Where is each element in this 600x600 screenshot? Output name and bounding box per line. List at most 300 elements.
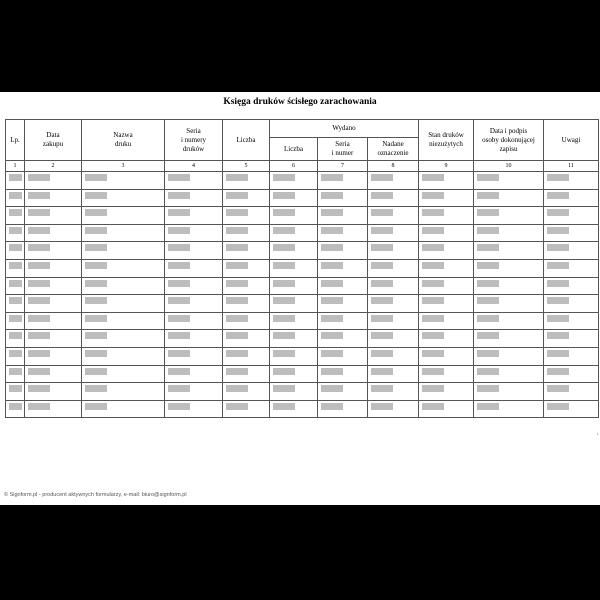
form-field[interactable] [28,315,50,322]
table-cell [474,400,544,418]
table-cell [165,224,223,242]
table-cell [165,277,223,295]
form-field[interactable] [168,192,190,199]
table-cell [165,347,223,365]
table-cell [544,347,599,365]
form-field[interactable] [9,209,22,216]
table-cell [419,277,474,295]
table-cell [419,383,474,401]
table-cell [270,189,318,207]
form-field[interactable] [321,350,343,357]
form-field[interactable] [321,192,343,199]
form-field[interactable] [9,280,22,287]
table-cell [223,312,270,330]
form-field[interactable] [477,332,499,339]
form-field[interactable] [168,385,190,392]
form-field[interactable] [477,297,499,304]
form-field[interactable] [168,244,190,251]
form-field[interactable] [273,280,295,287]
form-field[interactable] [168,368,190,375]
form-field[interactable] [477,174,499,181]
form-field[interactable] [85,297,107,304]
table-cell [544,295,599,313]
form-field[interactable] [547,227,569,234]
table-cell [318,207,368,225]
column-number: 4 [165,161,223,172]
form-field[interactable] [547,297,569,304]
form-field[interactable] [422,244,444,251]
table-cell [270,312,318,330]
form-field[interactable] [547,280,569,287]
column-number: 2 [25,161,82,172]
form-field[interactable] [422,227,444,234]
form-field[interactable] [422,174,444,181]
form-field[interactable] [273,350,295,357]
form-field[interactable] [477,385,499,392]
form-field[interactable] [226,315,248,322]
form-field[interactable] [477,315,499,322]
form-field[interactable] [9,350,22,357]
table-cell [318,277,368,295]
form-field[interactable] [547,262,569,269]
form-field[interactable] [547,209,569,216]
table-cell [270,383,318,401]
form-field[interactable] [28,227,50,234]
table-cell [544,224,599,242]
form-field[interactable] [168,209,190,216]
form-field[interactable] [273,192,295,199]
form-field[interactable] [422,350,444,357]
table-cell [223,259,270,277]
form-field[interactable] [9,192,22,199]
table-cell [82,224,165,242]
table-cell [368,277,419,295]
form-field[interactable] [168,315,190,322]
form-field[interactable] [168,227,190,234]
table-cell [25,383,82,401]
table-row [6,383,599,401]
table-cell [223,347,270,365]
table-cell [82,365,165,383]
form-field[interactable] [226,174,248,181]
form-field[interactable] [422,192,444,199]
table-cell [270,347,318,365]
form-field[interactable] [321,315,343,322]
form-field[interactable] [85,315,107,322]
table-cell [6,242,25,260]
table-row [6,172,599,190]
table-cell [318,312,368,330]
table-cell [419,224,474,242]
table-cell [270,295,318,313]
table-row [6,242,599,260]
header-nazwa-druku: Nazwa druku [82,120,165,161]
column-number: 6 [270,161,318,172]
table-cell [6,383,25,401]
form-field[interactable] [477,280,499,287]
form-field[interactable] [321,332,343,339]
form-field[interactable] [547,174,569,181]
form-field[interactable] [477,227,499,234]
form-field[interactable] [28,262,50,269]
header-wydano-nadane: Nadane oznaczenie [368,138,419,161]
table-cell [165,259,223,277]
table-cell [82,242,165,260]
form-field[interactable] [273,368,295,375]
table-cell [270,330,318,348]
header-wydano-liczba: Liczba [270,138,318,161]
table-cell [82,400,165,418]
table-cell [474,330,544,348]
form-field[interactable] [226,209,248,216]
table-cell [368,312,419,330]
table-cell [474,347,544,365]
form-field[interactable] [371,385,393,392]
header-wydano-seria: Seria i numer [318,138,368,161]
form-field[interactable] [85,244,107,251]
table-cell [6,189,25,207]
table-cell [165,383,223,401]
form-field[interactable] [422,403,444,410]
form-field[interactable] [85,262,107,269]
table-cell [419,312,474,330]
table-cell [270,224,318,242]
form-field[interactable] [28,385,50,392]
table-cell [419,172,474,190]
table-cell [368,330,419,348]
form-field[interactable] [371,297,393,304]
form-field[interactable] [226,332,248,339]
table-cell [544,277,599,295]
form-field[interactable] [321,174,343,181]
table-cell [368,383,419,401]
table-cell [544,330,599,348]
form-field[interactable] [321,403,343,410]
form-field[interactable] [85,174,107,181]
table-cell [223,207,270,225]
form-field[interactable] [168,350,190,357]
table-cell [82,295,165,313]
form-field[interactable] [168,262,190,269]
form-field[interactable] [477,368,499,375]
form-field[interactable] [273,227,295,234]
table-row [6,277,599,295]
form-field[interactable] [273,315,295,322]
register-table [5,119,599,418]
table-cell [82,259,165,277]
form-field[interactable] [9,368,22,375]
table-cell [6,172,25,190]
form-field[interactable] [371,174,393,181]
form-field[interactable] [28,174,50,181]
header-uwagi: Uwagi [544,120,599,161]
table-cell [474,259,544,277]
table-cell [318,259,368,277]
table-cell [368,207,419,225]
form-field[interactable] [85,368,107,375]
table-cell [270,259,318,277]
form-field[interactable] [273,403,295,410]
table-cell [368,172,419,190]
table-cell [544,365,599,383]
form-field[interactable] [477,244,499,251]
column-number: 10 [474,161,544,172]
form-field[interactable] [422,262,444,269]
header-data-podpis: Data i podpis osoby dokonującej zapisu [474,120,544,161]
form-field[interactable] [28,280,50,287]
table-cell [6,295,25,313]
form-field[interactable] [547,315,569,322]
form-field[interactable] [9,385,22,392]
form-field[interactable] [477,403,499,410]
form-field[interactable] [85,403,107,410]
table-cell [223,277,270,295]
form-field[interactable] [9,297,22,304]
header-liczba: Liczba [223,120,270,161]
header-seria-numery: Seria i numery druków [165,120,223,161]
form-field[interactable] [371,244,393,251]
form-field[interactable] [422,315,444,322]
form-field[interactable] [371,192,393,199]
table-cell [318,383,368,401]
form-field[interactable] [226,192,248,199]
form-field[interactable] [168,174,190,181]
table-cell [6,400,25,418]
form-field[interactable] [85,209,107,216]
form-field[interactable] [85,385,107,392]
table-cell [25,259,82,277]
table-cell [419,259,474,277]
form-field[interactable] [477,209,499,216]
column-number: 8 [368,161,419,172]
form-field[interactable] [371,368,393,375]
form-field[interactable] [9,332,22,339]
table-cell [165,330,223,348]
form-field[interactable] [547,403,569,410]
form-field[interactable] [321,209,343,216]
form-field[interactable] [371,227,393,234]
table-cell [165,295,223,313]
form-field[interactable] [477,350,499,357]
table-row [6,312,599,330]
table-row [6,365,599,383]
table-cell [419,189,474,207]
form-field[interactable] [9,227,22,234]
form-field[interactable] [85,350,107,357]
table-cell [82,330,165,348]
form-field[interactable] [547,244,569,251]
form-field[interactable] [226,368,248,375]
table-cell [368,400,419,418]
form-field[interactable] [371,280,393,287]
form-field[interactable] [168,403,190,410]
form-field[interactable] [226,280,248,287]
table-cell [368,347,419,365]
form-field[interactable] [226,350,248,357]
form-field[interactable] [226,385,248,392]
table-row [6,189,599,207]
form-field[interactable] [547,332,569,339]
form-field[interactable] [28,192,50,199]
table-cell [25,295,82,313]
form-field[interactable] [85,227,107,234]
table-cell [82,172,165,190]
table-row [6,224,599,242]
form-field[interactable] [273,174,295,181]
table-cell [368,259,419,277]
table-cell [419,347,474,365]
form-field[interactable] [226,403,248,410]
table-cell [165,365,223,383]
form-field[interactable] [547,192,569,199]
form-field[interactable] [226,227,248,234]
column-number: 5 [223,161,270,172]
form-field[interactable] [547,385,569,392]
table-cell [474,277,544,295]
table-cell [82,277,165,295]
table-cell [25,330,82,348]
form-field[interactable] [321,227,343,234]
form-field[interactable] [28,209,50,216]
document-page [0,92,600,505]
form-field[interactable] [422,368,444,375]
column-number-row [6,161,599,172]
footer-credit: © Signform.pl - producent aktywnych formularzy, e-mail: biuro@signform.pl [4,492,187,498]
form-field[interactable] [321,297,343,304]
form-field[interactable] [321,280,343,287]
form-field[interactable] [85,332,107,339]
form-field[interactable] [371,209,393,216]
form-field[interactable] [85,280,107,287]
table-cell [368,295,419,313]
table-row [6,347,599,365]
form-field[interactable] [9,174,22,181]
table-row [6,259,599,277]
form-field[interactable] [422,332,444,339]
table-cell [6,330,25,348]
form-field[interactable] [9,315,22,322]
header-data-zakupu: Data zakupu [25,120,82,161]
table-cell [318,330,368,348]
form-field[interactable] [273,209,295,216]
form-field[interactable] [547,368,569,375]
form-field[interactable] [422,297,444,304]
table-cell [544,172,599,190]
table-cell [25,189,82,207]
form-field[interactable] [477,262,499,269]
form-field[interactable] [9,262,22,269]
form-field[interactable] [168,332,190,339]
form-field[interactable] [28,244,50,251]
form-field[interactable] [168,297,190,304]
table-cell [419,242,474,260]
column-number: 7 [318,161,368,172]
form-field[interactable] [321,262,343,269]
form-field[interactable] [371,332,393,339]
form-field[interactable] [371,350,393,357]
form-field[interactable] [273,297,295,304]
table-row [6,400,599,418]
table-cell [544,383,599,401]
form-field[interactable] [9,403,22,410]
form-field[interactable] [422,209,444,216]
form-field[interactable] [273,262,295,269]
table-cell [25,365,82,383]
table-cell [25,207,82,225]
table-cell [474,172,544,190]
form-field[interactable] [547,350,569,357]
table-cell [318,172,368,190]
table-cell [223,189,270,207]
table-cell [474,207,544,225]
table-cell [419,207,474,225]
table-cell [318,189,368,207]
form-field[interactable] [422,385,444,392]
table-cell [544,259,599,277]
form-field[interactable] [28,332,50,339]
form-field[interactable] [226,244,248,251]
table-cell [474,383,544,401]
table-cell [223,242,270,260]
table-cell [368,365,419,383]
form-field[interactable] [371,262,393,269]
form-field[interactable] [9,244,22,251]
table-cell [368,224,419,242]
table-cell [6,207,25,225]
form-field[interactable] [226,297,248,304]
table-cell [25,277,82,295]
form-field[interactable] [371,315,393,322]
form-field[interactable] [321,244,343,251]
form-field[interactable] [273,244,295,251]
table-cell [6,365,25,383]
form-field[interactable] [422,280,444,287]
table-cell [6,259,25,277]
form-field[interactable] [28,403,50,410]
form-field[interactable] [321,385,343,392]
table-cell [82,383,165,401]
form-field[interactable] [28,350,50,357]
table-cell [165,400,223,418]
table-cell [165,312,223,330]
form-field[interactable] [168,280,190,287]
table-cell [223,295,270,313]
table-cell [25,242,82,260]
form-field[interactable] [273,332,295,339]
table-cell [318,295,368,313]
table-row [6,207,599,225]
form-field[interactable] [226,262,248,269]
table-cell [474,224,544,242]
form-field[interactable] [28,368,50,375]
table-cell [419,295,474,313]
table-cell [82,207,165,225]
page-corner-mark: ⌞ [596,430,599,436]
table-cell [82,189,165,207]
table-cell [165,242,223,260]
form-field[interactable] [273,385,295,392]
form-field[interactable] [477,192,499,199]
form-field[interactable] [321,368,343,375]
table-cell [223,172,270,190]
table-cell [318,347,368,365]
form-field[interactable] [28,297,50,304]
form-field[interactable] [85,192,107,199]
table-cell [6,312,25,330]
table-cell [474,312,544,330]
table-cell [474,242,544,260]
form-field[interactable] [371,403,393,410]
